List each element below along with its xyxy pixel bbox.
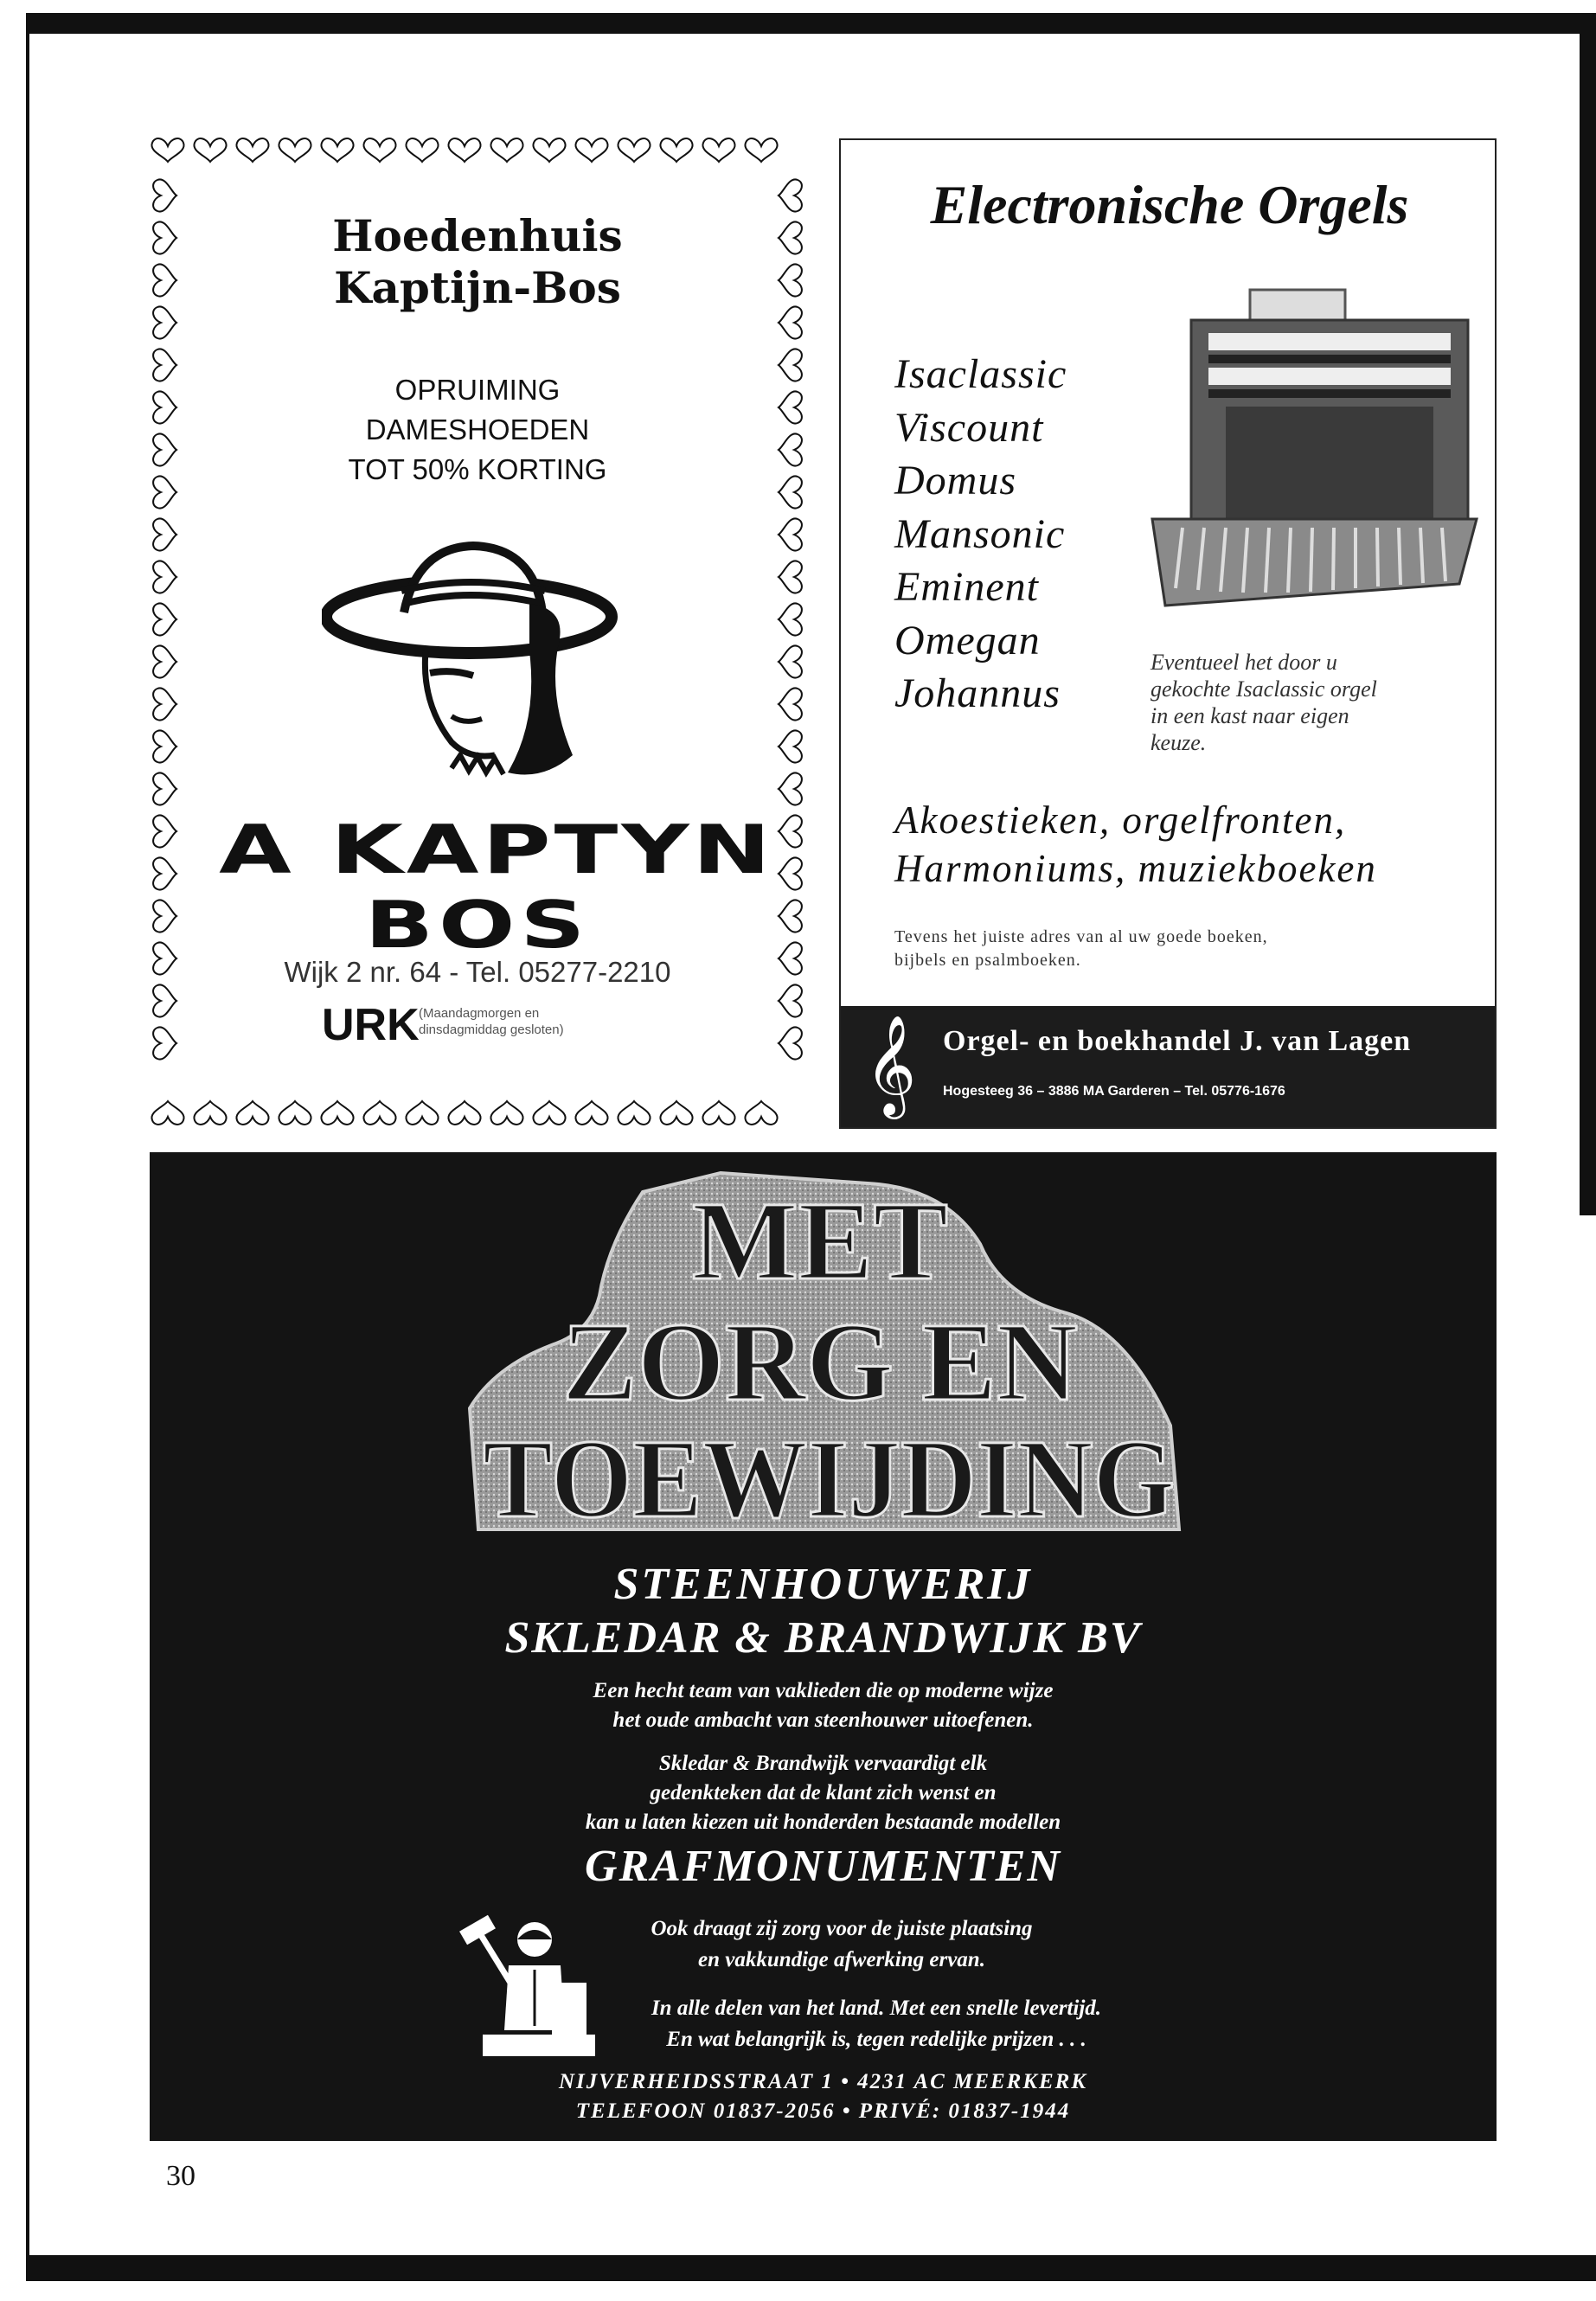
sale-line3: TOT 50% KORTING — [348, 453, 607, 485]
contact-address: NIJVERHEIDSSTRAAT 1 • 4231 AC MEERKERK — [558, 2070, 1088, 2093]
memorial-line1: Skledar & Brandwijk vervaardigt elk — [658, 1752, 988, 1775]
sale-line1: OPRUIMING — [394, 374, 561, 406]
stonemason-title-line2: SKLEDAR & BRANDWIJK BV — [504, 1613, 1142, 1663]
heart-ornament — [279, 138, 311, 162]
heart-ornament — [153, 645, 176, 677]
team-line2: het oude ambacht van steenhouwer uitoefenen. — [612, 1708, 1034, 1732]
heart-ornament — [660, 138, 692, 162]
heart-ornament — [779, 179, 802, 211]
note-line1: Eventueel het door u — [1151, 650, 1337, 675]
organ-photo — [1139, 285, 1485, 631]
hat-shop-title — [149, 210, 806, 314]
heart-ornament — [745, 138, 777, 162]
hat-shop-hours — [419, 1005, 678, 1038]
slogan-line1: MET — [691, 1179, 949, 1304]
heart-ornament — [575, 138, 607, 162]
stonemason-ad — [150, 1152, 1497, 2141]
heart-ornament — [153, 688, 176, 720]
heart-ornament — [448, 1101, 480, 1125]
delivery-line2: En wat belangrijk is, tegen redelijke prijzen . . . — [666, 2028, 1086, 2051]
heart-ornament — [448, 138, 480, 162]
sale-line2: DAMESHOEDEN — [365, 413, 590, 445]
heart-ornament — [153, 561, 176, 593]
placement-line2: en vakkundige afwerking ervan. — [698, 1948, 985, 1971]
team-line1: Een hecht team van vaklieden die op moderne wijze — [593, 1679, 1054, 1702]
heart-ornament — [779, 603, 802, 635]
heart-ornament — [321, 138, 353, 162]
team-paragraph — [150, 1676, 1497, 1735]
heart-ornament — [153, 772, 176, 804]
placement-paragraph — [565, 1913, 1118, 1976]
contact-phone: TELEFOON 01837-2056 • PRIVÉ: 01837-1944 — [575, 2099, 1071, 2123]
store-address: Hogesteeg 36 – 3886 MA Garderen – Tel. 05776-1676 — [943, 1084, 1285, 1099]
stone-slogan-graphic — [461, 1166, 1188, 1547]
brand-item: Omegan — [894, 617, 1041, 663]
heart-ornament — [490, 138, 522, 162]
hat-shop-name-line2: Kaptijn-Bos — [334, 262, 621, 313]
note-line4: keuze. — [1151, 730, 1207, 755]
hat-shop-address: Wijk 2 nr. 64 - Tel. 05277-2210 — [284, 956, 671, 988]
brand-item: Johannus — [894, 670, 1061, 716]
slogan-line3: TOEWIJDING — [483, 1417, 1175, 1541]
slogan-line2: ZORG EN — [562, 1300, 1078, 1425]
heart-ornament — [779, 857, 802, 889]
heart-ornament — [153, 815, 176, 847]
grafmonumenten-heading: GRAFMONUMENTEN — [585, 1842, 1061, 1891]
heart-ornament — [153, 518, 176, 550]
sale-text — [149, 370, 806, 490]
hat-shop-ad — [149, 134, 806, 1129]
heart-ornament — [194, 138, 226, 162]
heart-ornament — [236, 138, 268, 162]
heart-ornament — [153, 857, 176, 889]
hat-lady-illustration — [322, 522, 633, 807]
delivery-paragraph — [599, 1993, 1153, 2055]
heart-ornament — [702, 1101, 734, 1125]
organ-brand-list — [894, 348, 1067, 721]
products-line1: Akoestieken, orgelfronten, — [894, 798, 1347, 842]
heart-ornament — [618, 1101, 650, 1125]
hat-shop-name-line1: Hoedenhuis — [332, 210, 623, 261]
heart-ornament — [153, 1027, 176, 1059]
brand-item: Mansonic — [894, 510, 1066, 557]
heart-ornament — [406, 138, 438, 162]
organ-books-text — [894, 926, 1465, 972]
heart-ornament — [153, 730, 176, 762]
page-frame-bottom — [26, 2255, 1596, 2281]
products-line2: Harmoniums, muziekboeken — [894, 847, 1377, 890]
memorial-line3: kan u laten kiezen uit honderden bestaande modellen — [585, 1811, 1061, 1834]
books-line2: bijbels en psalmboeken. — [894, 951, 1081, 970]
heart-ornament — [151, 1101, 183, 1125]
note-line2: gekochte Isaclassic orgel — [1151, 676, 1377, 702]
heart-ornament — [779, 518, 802, 550]
treble-clef-icon: 𝄞 — [865, 1017, 917, 1113]
organ-ad-heading: Electronische Orgels — [930, 174, 1409, 235]
shop-logo-line2: BOS — [364, 887, 591, 963]
organ-products — [894, 796, 1377, 893]
brand-item: Eminent — [894, 564, 1039, 610]
heart-ornament — [779, 984, 802, 1016]
heart-ornament — [779, 772, 802, 804]
hat-shop-city: URK — [322, 1000, 420, 1050]
heart-ornament — [702, 138, 734, 162]
heart-ornament — [153, 179, 176, 211]
heart-ornament — [363, 138, 395, 162]
books-line1: Tevens het juiste adres van al uw goede boeken, — [894, 927, 1268, 946]
brand-item: Isaclassic — [894, 351, 1067, 397]
heart-ornament — [236, 1101, 268, 1125]
page-frame-right — [1580, 13, 1596, 1215]
heart-ornament — [153, 603, 176, 635]
brand-item: Domus — [894, 458, 1017, 503]
page-frame-left — [26, 13, 29, 2262]
heart-ornament — [660, 1101, 692, 1125]
heart-ornament — [406, 1101, 438, 1125]
organ-note — [1151, 649, 1488, 756]
shop-logo-line1: A KAPTYN — [219, 811, 774, 889]
heart-ornament — [575, 1101, 607, 1125]
heart-ornament — [194, 1101, 226, 1125]
placement-line1: Ook draagt zij zorg voor de juiste plaatsing — [651, 1917, 1033, 1940]
memorial-paragraph — [150, 1749, 1497, 1837]
delivery-line1: In alle delen van het land. Met een snelle levertijd. — [651, 1997, 1102, 2020]
heart-ornament — [533, 138, 565, 162]
heart-ornament — [779, 561, 802, 593]
heart-ornament — [151, 138, 183, 162]
hours-line1: (Maandagmorgen en — [419, 1006, 540, 1021]
store-name: Orgel- en boekhandel J. van Lagen — [943, 1025, 1412, 1057]
organ-shop-ad — [839, 138, 1497, 1129]
memorial-line2: gedenkteken dat de klant zich wenst en — [650, 1781, 997, 1804]
hours-line2: dinsdagmiddag gesloten) — [419, 1022, 564, 1037]
heart-ornament — [363, 1101, 395, 1125]
heart-ornament — [779, 730, 802, 762]
heart-ornament — [779, 815, 802, 847]
stonemason-contact — [150, 2067, 1497, 2126]
heart-ornament — [279, 1101, 311, 1125]
heart-ornament — [745, 1101, 777, 1125]
heart-ornament — [490, 1101, 522, 1125]
heart-ornament — [321, 1101, 353, 1125]
heart-ornament — [533, 1101, 565, 1125]
page-number: 30 — [166, 2160, 195, 2192]
heart-ornament — [779, 688, 802, 720]
note-line3: in een kast naar eigen — [1151, 703, 1349, 728]
stonemason-title-line1: STEENHOUWERIJ — [613, 1560, 1033, 1609]
heart-ornament — [618, 138, 650, 162]
heart-ornament — [779, 645, 802, 677]
store-info-bar — [841, 1006, 1495, 1127]
brand-item: Viscount — [894, 404, 1044, 451]
heart-ornament — [779, 1027, 802, 1059]
heart-ornament — [153, 984, 176, 1016]
page-frame-top — [26, 13, 1596, 34]
